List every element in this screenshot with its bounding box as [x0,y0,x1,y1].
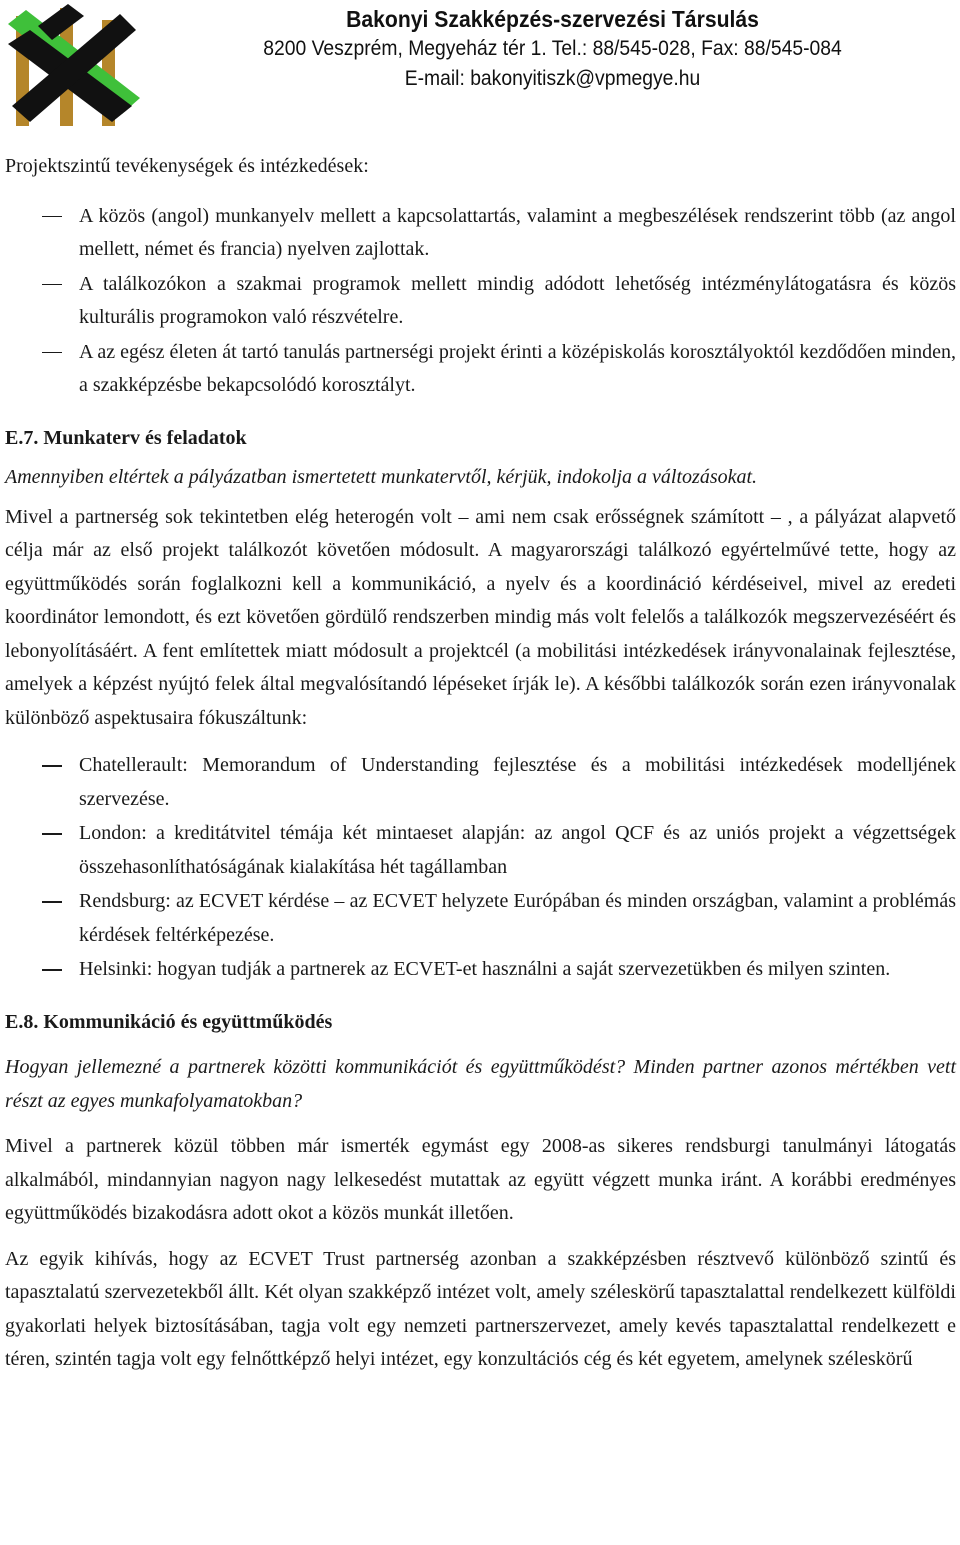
organization-logo-icon [8,2,140,128]
activities-intro: Projektszintű tevékenységek és intézkedések: [5,155,369,177]
section-question-e7: Amennyiben eltértek a pályázatban ismertetett munkatervtől, kérjük, indokolja a változásokat. [5,466,758,488]
list-item: Rendsburg: az ECVET kérdése – az ECVET helyzete Európában és minden országban, valamint a problémás kérdések feltérképezése. [5,885,956,952]
list-item: A közös (angol) munkanyelv mellett a kapcsolattartás, valamint a megbeszélések rendszerint több (az angol mellett, német és francia) nyelven zajlottak. [5,200,956,267]
section-paragraph-e7: Mivel a partnerség sok tekintetben elég heterogén volt – ami nem csak erősségnek számított – , a pályázat alapvető célja már az első projekt találkozót követően módosult. A magyarországi találkozó egyértelművé tette, hogy az együttműködés során foglalkozni kell a kommunikáció, a nyelv és a koordináció kérdéseivel, mivel az eredeti koordinátor lemondott, és ezt követően gördülő rendszerben mindig más volt felelős a találkozók megszervezéséért és lebonyolításáért. A fent említettek miatt módosult a projektcél (a mobilitási intézkedések irányvonalainak fejlesztése, amelyek a képzést nyújtó felek által megvalósítandó lépéseket írják le). A későbbi találkozók során ezen irányvonalak különböző aspektusaira fókuszáltunk: [5,505,956,729]
dash-icon [42,901,62,903]
section-paragraph-e8-2: Az egyik kihívás, hogy az ECVET Trust partnerség azonban a szakképzésben résztvevő különböző szintű és tapasztalatú szervezetekből állt. Két olyan szakképző intézet volt, amely széleskörű tapasztalattal rendelkezett külföldi gyakorlati helyek biztosításában, tagja volt egy nemzeti partnerszervezet, amely kevés tapasztalattal rendelkezett e téren, szintén tagja volt egy felnőttképző helyi intézet, egy konzultációs cég és két egyetem, amelynek széleskörű [5,1247,956,1370]
organization-email: E-mail: bakonyitiszk@vpmegye.hu [404,67,701,90]
document-body [5,150,956,1377]
list-item: Chatellerault: Memorandum of Understanding fejlesztése és a mobilitási intézkedések modelljének szervezése. [5,749,956,816]
dash-icon [42,284,62,286]
dash-icon [42,969,62,971]
activities-list [5,200,956,403]
section-heading-e7: E.7. Munkaterv és feladatok [5,426,247,449]
list-item: A az egész életen át tartó tanulás partnerségi projekt érinti a középiskolás korosztályoktól kezdődően minden, a szakképzésbe bekapcsolódó korosztályt. [5,336,956,403]
letterhead-text [150,4,955,94]
dash-icon [42,352,62,354]
letterhead [0,0,960,130]
section-question-e8: Hogyan jellemezné a partnerek közötti kommunikációt és együttműködést? Minden partner azonos mértékben vett részt az egyes munkafolyamatokban? [5,1056,956,1112]
section-heading-e8: E.8. Kommunikáció és együttműködés [5,1010,333,1033]
meetings-list [5,749,956,987]
list-item: A találkozókon a szakmai programok mellett mindig adódott lehetőség intézménylátogatásra és közös kulturális programokon való részvételre. [5,268,956,335]
organization-name: Bakonyi Szakképzés-szervezési Társulás [346,6,759,32]
section-paragraph-e8-1: Mivel a partnerek közül többen már ismerték egymást egy 2008-as sikeres rendsburgi tanulmányi látogatás alkalmából, mindannyian nagyon nagy lelkesedést mutattak az együtt végzett munka iránt. A korábbi eredményes együttműködés bizakodásra adott okot a közös munkát illetően. [5,1135,956,1224]
dash-icon [42,216,62,218]
dash-icon [42,765,62,767]
list-item: Helsinki: hogyan tudják a partnerek az ECVET-et használni a saját szervezetükben és milyen szinten. [5,953,956,987]
list-item: London: a kreditátvitel témája két mintaeset alapján: az angol QCF és az uniós projekt a végzettségek összehasonlíthatóságának kialakítása hét tagállamban [5,817,956,884]
dash-icon [42,833,62,835]
organization-address: 8200 Veszprém, Megyeház tér 1. Tel.: 88/545-028, Fax: 88/545-084 [263,37,842,60]
